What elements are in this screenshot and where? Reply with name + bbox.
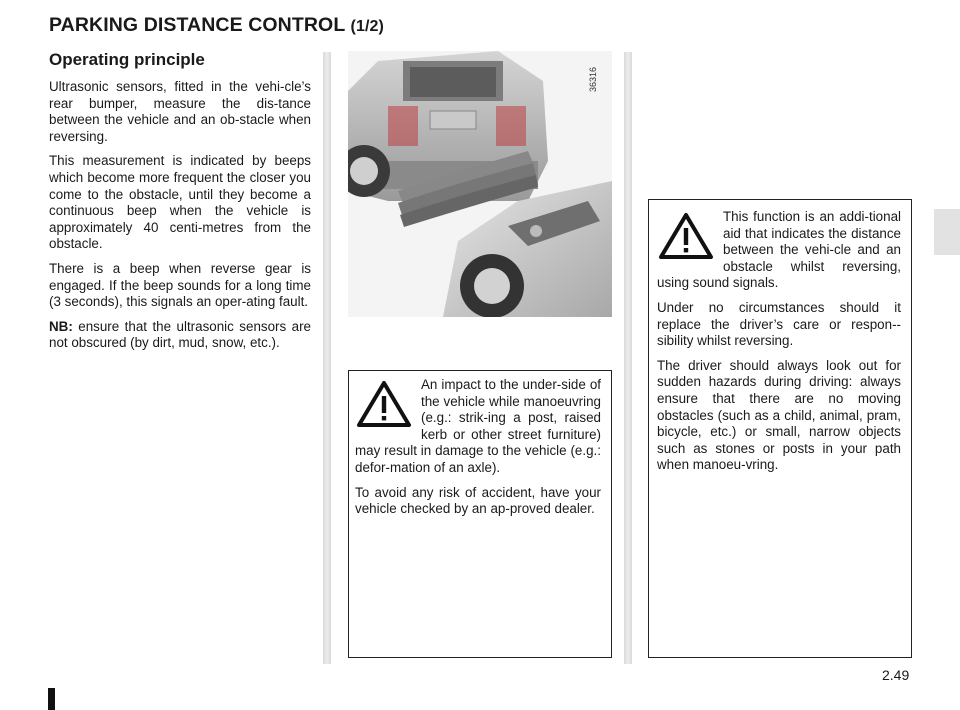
warning-paragraph-function: This function is an addi-tional aid that indicates the distance between the vehi-cle and an obstacle whilst reversing, using sound signals. bbox=[657, 209, 901, 291]
page-title bbox=[49, 14, 384, 37]
column-divider-left bbox=[323, 52, 331, 664]
warning-box-impact bbox=[348, 370, 612, 658]
note-label: NB: bbox=[49, 318, 73, 334]
warning-paragraph-responsibility: Under no circumstances should it replace the driver’s care or respon-sibility whilst reversing. bbox=[657, 299, 901, 349]
warning-paragraph-impact: An impact to the under-side of the vehicle while manoeuvring (e.g.: strik-ing a post, raised kerb or other street furniture) may result in damage to the vehicle (e.g.: defor-mation of an axle). bbox=[355, 377, 601, 475]
paragraph-measurement: This measurement is indicated by beeps which become more frequent the closer you come to the obstacle, until they become a continuous beep when the vehicle is approximately 40 centi-metres from the obstacle. bbox=[49, 153, 311, 252]
warning-paragraph-hazards: The driver should always look out for sudden hazards during driving: always ensure that there are no moving obstacles (such as a child, animal, pram, bicycle, etc.) or small, narrow objects such as stones or posts in your path when manoeu-vring. bbox=[657, 357, 901, 473]
page-title-part: (1/2) bbox=[350, 18, 384, 35]
note-text: ensure that the ultrasonic sensors are not obscured (by dirt, mud, snow, etc.). bbox=[49, 318, 311, 351]
car-illustration-drawing bbox=[348, 51, 612, 317]
image-reference-code: 36316 bbox=[588, 66, 598, 92]
chapter-tab bbox=[934, 209, 960, 255]
column-divider-right bbox=[624, 52, 632, 664]
page-title-text: PARKING DISTANCE CONTROL bbox=[49, 14, 345, 36]
paragraph-sensors: Ultrasonic sensors, fitted in the vehi-cle’s rear bumper, measure the dis-tance between the vehicle and an ob-stacle when reversing. bbox=[49, 79, 311, 144]
page-corner-mark bbox=[48, 688, 55, 710]
warning-paragraph-dealer: To avoid any risk of accident, have your vehicle checked by an ap-proved dealer. bbox=[355, 484, 601, 517]
warning-box-function bbox=[648, 199, 912, 658]
paragraph-beep: There is a beep when reverse gear is engaged. If the beep sounds for a long time (3 seconds), this signals an oper-ating fault. bbox=[49, 260, 311, 310]
operating-principle-section bbox=[49, 50, 311, 360]
paragraph-note bbox=[49, 319, 311, 352]
page-number: 2.49 bbox=[882, 667, 910, 683]
warning-triangle-icon bbox=[657, 211, 715, 261]
section-heading: Operating principle bbox=[49, 50, 205, 69]
car-rear-sensor-illustration bbox=[348, 51, 612, 317]
warning-triangle-icon bbox=[355, 379, 413, 429]
